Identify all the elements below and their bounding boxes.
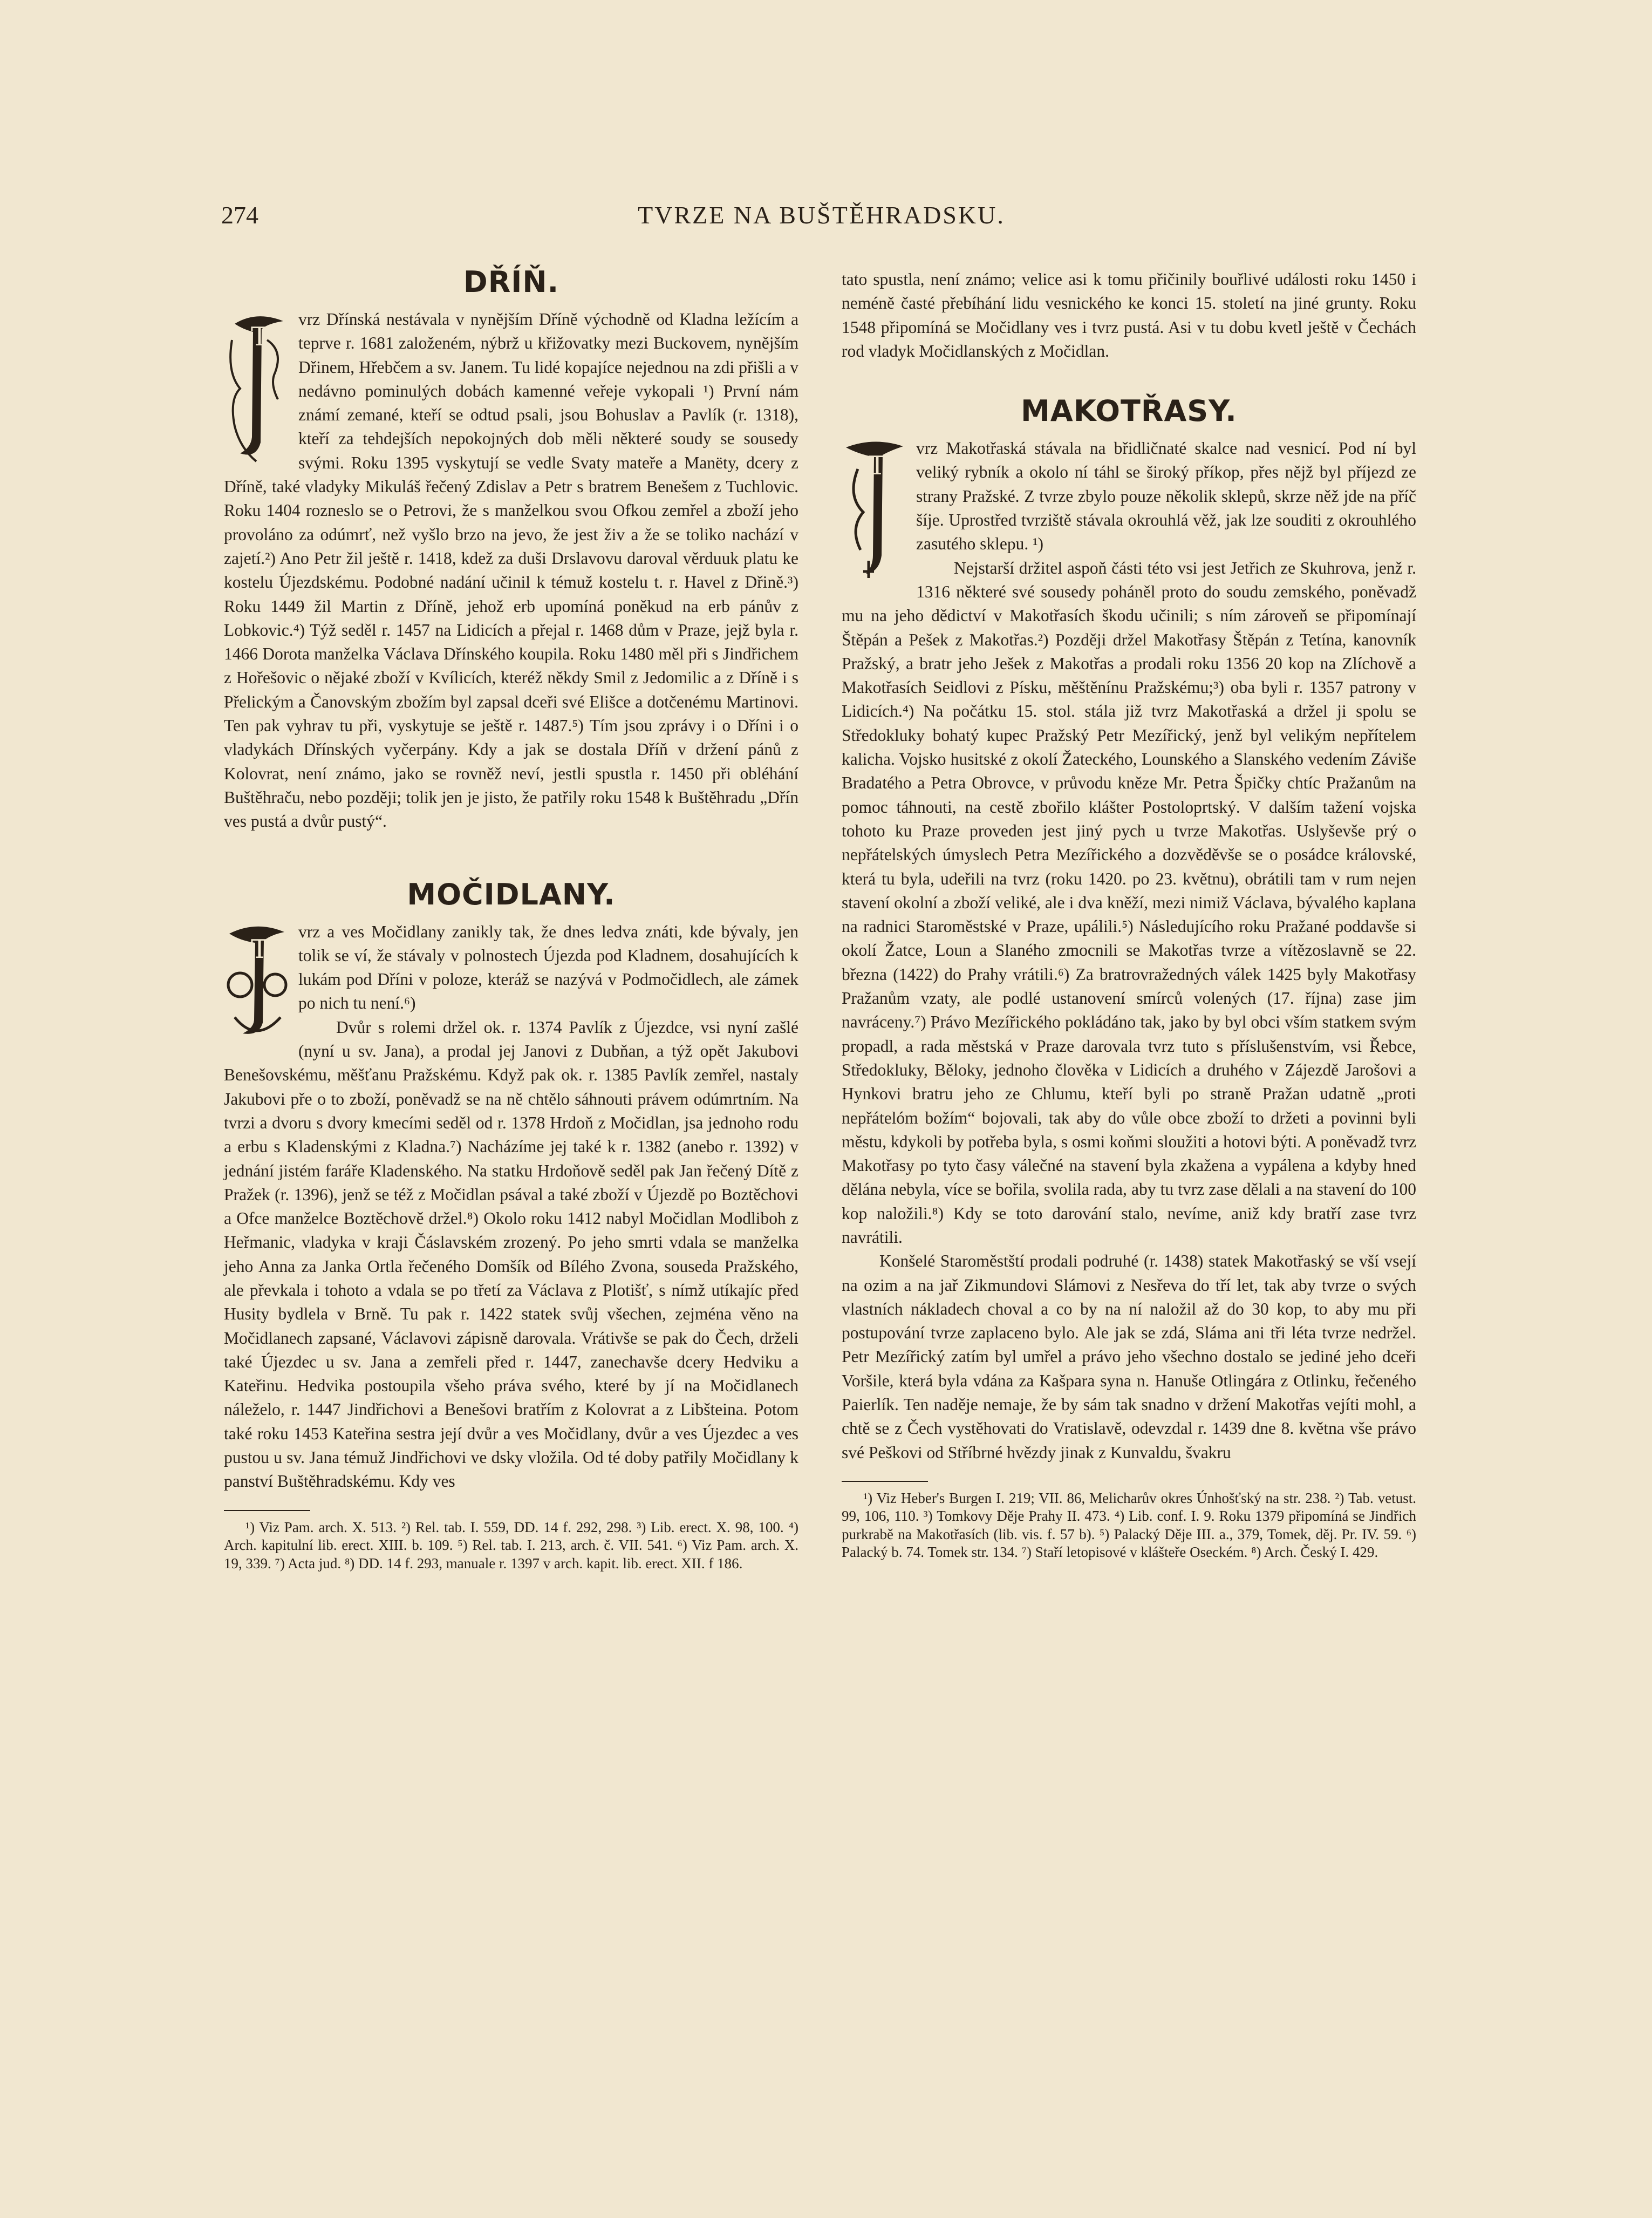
paragraph: Nejstarší držitel aspoň části této vsi jest Jetřich ze Skuhrova, jenž r. 1316 některé své sousedy poháněl proto do soudu zemského, poněvadž mu na jeho dědictví v Makotřasích škodu učinili; s ním zároveň se připomínají Štěpán a Pešek z Makotřas.²) Později držel Makotřasy Štěpán z Tetína, kanovník Pražský, a bratr jeho Ješek z Makotřas a prodali roku 1356 20 kop na Zlíchově a Makotřasích Seidlovi z Písku, měštěnínu Pražskému;³) oba byli r. 1357 patrony v Lidicích.⁴) Na počátku 15. stol. stála již tvrz Makotřaská a držel ji spolu se Středokluky bohatý kupec Pražský Petr Mezířický, jenž byl velikým nepřítelem kalicha. Vojsko husitské z okolí Žateckého, Lounského a Slanského vedením Záviše Bradatého a Petra Obrovce, v průvodu kněze Mr. Petra Špičky chtíc Pražanům na pomoc táhnouti, na cestě zbořilo klášter Postoloprtský. V dalším tažení vojska tohoto ku Praze proveden jest jiný pych u tvrze Makotřas. Uslyševše prý o nepřátelských úmyslech Petra Mezířického a dozvěděvše se o posádce královské, která tu byla, udeřili na tvrz (roku 1420. po 23. květnu), obrátili tam v rum nejen stavení okolní a zboží veliké, ale i dva kněží, mezi nimiž Václava, bývalého kaplana na radnici Staroměstské v Praze, upálili.⁵) Následujícího roku Pražané poddavše si okolí Žatce, Loun a Slaného zmocnili se Makotřas tvrze a vítězoslavně se 22. března (1422) do Prahy vrátili.⁶) Za bratrovražedných válek 1425 byly Makotřasy Pražanům vzaty, ale podlé ustanovení smírců volených (17. října) zase jim navráceny.⁷) Právo Mezířického pokládáno tak, jako by byl obci vším statkem svým propadl, a rada městská v Praze darovala tvrz tuto s příslušenstvím, vsi Řebce, Středokluky, Běloky, jednoho člověka v Lidicích a druhého v Zájezdě Jarošovi a Hynkovi bratru jeho ze Chlumu, kteří byli po straně Pražan udatně „proti nepřátelóm božím“ bojovali, tak aby do vůle obce zboží to držeti a povinni byli městu, kdykoli by potřeba byla, s osmi koňmi sloužiti a hotovi býti. A poněvadž tvrz Makotřasy po tyto časy válečné na stavení byla zkažena a vypálena a kdyby hned dělána nebyla, více se bořila, svolila rada, aby tu tvrz zase dělali a na stavení do 100 kop naložili.⁸) Kdy se toto darování stalo, nevíme, aniž kdy bratří zase tvrz navrátili. (842, 558, 1416, 1247)
dropcap-letter: T (251, 322, 269, 352)
footnotes: ¹) Viz Pam. arch. X. 513. ²) Rel. tab. I. 559, DD. 14 f. 292, 298. ³) Lib. erect. X. 98, 100. ⁴) Arch. kapitulní lib. erect. XIII. b. 109. ⁵) Rel. tab. I. 213, arch. č. VII. 541. ⁶) Viz Pam. arch. X. 19, 339. ⁷) Acta jud. ⁸) DD. 14 f. 293, manuale r. 1397 v arch. kapit. lib. erect. XII. f 186. (224, 1519, 798, 1571)
left-column (224, 264, 798, 1573)
footnote-rule (842, 1481, 928, 1482)
paragraph: Dvůr s rolemi držel ok. r. 1374 Pavlík z Újezdce, vsi nyní zašlé (nyní u sv. Jana), a prodal jej Janovi z Dubňan, a týž opět Jakubovi Benešovskému, měšťanu Pražskému. Když pak ok. r. 1385 Pavlík zemřel, nastaly Jakubovi pře o to zboží, poněvadž se na ně chtělo sáhnouti právem odúmrtním. Na tvrzi a dvoru s dvory kmecími seděl od r. 1378 Hrdoň z Močidlan, jsa jednoho rodu a erbu s Kladenskými z Kladna.⁷) Nacházíme jej také k r. 1382 (anebo r. 1392) v jednání jistém faráře Kladenského. Na statku Hrdoňově seděl pak Jan řečený Dítě z Pražek (r. 1396), jenž se též z Močidlan psával a také zboží v Újezdě po Boztěchovi a Ofce manželce Boztěchově držel.⁸) Okolo roku 1412 nabyl Močidlan Modliboh z Heřmanic, vladyka v kraji Čáslavském zrozený. Po jeho smrti vdala se manželka jeho Anna za Janka Ortla řečeného Domšík od Bílého Zvona, souseda Pražského, ale převkala i tohoto a vdala se po třetí za Václava z Plotišť, s nímž utíkajíc před Husity bydlela v Brně. Tu pak r. 1422 statek svůj všechen, zejména věno na Močidlanech zapsané, Václavovi zápisně darovala. Vrátivše se pak do Čech, drželi také Újezdec u sv. Jana a zemřeli před r. 1447, zanechavše dcery Hedviku a Kateřinu. Hedvika postoupila všeho práva svého, které by jí na Močidlanech náleželo, r. 1447 Jindřichovi a Benešovi bratřím z Kolovrat a z Libšteina. Potom také roku 1453 Kateřina sestra její dvůr a ves Močidlany, dvůr a ves Újezdec a ves pustou u sv. Jana témuž Jindřichovi ve dsky vložila. Od té doby patřily Močidlany k panství Buštěhradskému. Kdy ves (224, 1017, 798, 1491)
dropcap-letter: T (869, 451, 886, 481)
right-column (842, 268, 1416, 1562)
page-number: 274 (221, 201, 258, 229)
paragraph: tato spustla, není známo; velice asi k tomu přičinily bouřlivé události roku 1450 i neméně časté přebíhání lidu vesnického ke konci 15. století na jiné grunty. Roku 1548 připomíná se Močidlany ves i tvrz pustá. Asi v tu dobu kvetl ještě v Čechách rod vladyk Močidlanských z Močidlan. (842, 270, 1416, 360)
running-title: TVRZE NA BUŠTĚHRADSKU. (638, 201, 1005, 229)
paragraph: vrz Makotřaská stávala na břidličnaté skalce nad vesnicí. Pod ní byl veliký rybník a okolo ní táhl se široký příkop, přes nějž byl příjezd ze strany Pražské. Z tvrze zbylo pouze několik sklepů, skrze něž jde na příč šíje. Uprostřed tvrziště stávala okrouhlá věž, jak lze souditi z okrouhlého zasutého sklepu. ¹) (916, 439, 1416, 554)
paragraph: vrz Dřínská nestávala v nynějším Dříně východně od Kladna ležícím a teprve r. 1681 založeném, nýbrž u křižovatky mezi Buckovem, nynějším Dřinem, Hřebčem a sv. Janem. Tu lidé kopajíce nejednou na zdi přišli a v nedávno pominulých dobách kamenné veřeje vykopali ¹) První nám známí zemané, kteří se odtud psali, jsou Bohuslav a Pavlík (r. 1318), kteří za tehdejších nepokojných dob měli některé soudy se sousedy svými. Roku 1395 vyskytují se vedle Svaty mateře a Manëty, dcery z Dříně, také vladyky Mikuláš řečený Zdislav a Petr s bratrem Benešem z Tuchlovic. Roku 1404 rozneslo se o Petrovi, že s manželkou svou Ofkou zemřel a zboží jeho provoláno za odúmrť, než vyšlo brzo na jevo, že jest živ a že se toliko nachází v zajetí.²) Ano Petr žil ještě r. 1418, kdež za duši Drslavovu daroval věrduuk platu ke kostelu Újezdskému. Podobné nadání učinil k témuž kostelu t. r. Havel z Dřině.³) Roku 1449 žil Martin z Dříně, jehož erb upomíná poněkud na erb pánův z Lobkovic.⁴) Týž seděl r. 1457 na Lidicích a přejal r. 1468 dům v Praze, jejž byla r. 1466 Dorota manželka Václava Dřínského koupila. Roku 1480 měl při s Jindřichem z Hořešovic o nějaké zboží v Kvílicích, kteréž někdy Smil z Jedomilic a z Dříně i s Přelickým a Čanovským zbožím byl zapsal dceři své Elišce a dotčenému Martinovi. Ten pak vyhrav tu při, vyskytuje se ještě r. 1487.⁵) Tím jsou zprávy i o Dříni i o vladykách Dřínských vyčerpány. Kdy a jak se dostala Dříň v držení pánů z Kolovrat, není známo, jako se rovněž neví, jestli spustla r. 1450 při obléhání Buštěhraču, nebo později; tolik jen je jisto, že patřily roku 1548 k Buštěhradu „Dřín ves pustá a dvůr pustý“. (224, 310, 798, 831)
page-header (221, 201, 1422, 239)
section-title-drin: DŘÍŇ. (463, 265, 559, 299)
decorative-initial-t-makotrasy-icon (842, 437, 906, 582)
paragraph: vrz a ves Močidlany zanikly tak, že dnes ledva znáti, kde bývaly, jen tolik se ví, že stávaly v polnostech Újezda pod Kladnem, dosahujících k lukám pod Dříni v poloze, kteráž se nazývá v Podmočidlech, ale zámek po nich tu není.⁶) (298, 922, 798, 1013)
paragraph: Konšelé Staroměstští prodali podruhé (r. 1438) statek Makotřaský se vší vsejí na ozim a na jař Zikmundovi Slámovi z Nesřeva do tří let, tak aby tvrze o svých vlastních nákladech choval a co by na ní naložil až do 30 kop, to aby mu při postupování tvrze zaplaceno bylo. Ale jak se zdá, Sláma ani tři léta tvrze nedržel. Petr Mezířický zatím byl umřel a právo jeho všechno dostalo se jediné jeho dceři Voršile, která byla vdána za Kašpara syna n. Hanuše Otlingára z Otlinku, řečeného Paierlík. Ten naděje nemaje, že by sám tak snadno v držení Makotřas vejíti mohl, a chtě se z Čech vystěhovati do Vratislavě, odevzdal r. 1439 dne 8. května vše právo své Peškovi od Stříbrné hvězdy jinak z Kunvaldu, švakru (842, 1251, 1416, 1462)
footnote-rule (224, 1510, 310, 1511)
decorative-initial-t-drin-icon (224, 308, 289, 470)
section-title-mocidlany: MOČIDLANY. (407, 877, 616, 911)
footnotes: ¹) Viz Heber's Burgen I. 219; VII. 86, Melicharův okres Únhošťský na str. 238. ²) Tab. vetust. 99, 106, 110. ³) Tomkovy Děje Prahy II. 473. ⁴) Lib. conf. I. 9. Roku 1379 připomíná se Jindřich purkrabě na Makotřasích (lib. vis. f. 57 b). ⁵) Palacký Děje III. a., 379, Tomek, děj. Pr. IV. 59. ⁶) Palacký b. 74. Tomek str. 134. ⁷) Staří letopisové v klášteře Oseckém. ⁸) Arch. Český I. 429. (842, 1489, 1416, 1561)
section-title-makotrasy: MAKOTŘASY. (1021, 394, 1237, 428)
dropcap-letter: T (251, 934, 269, 964)
decorative-initial-t-mocidlany-icon (224, 920, 289, 1044)
